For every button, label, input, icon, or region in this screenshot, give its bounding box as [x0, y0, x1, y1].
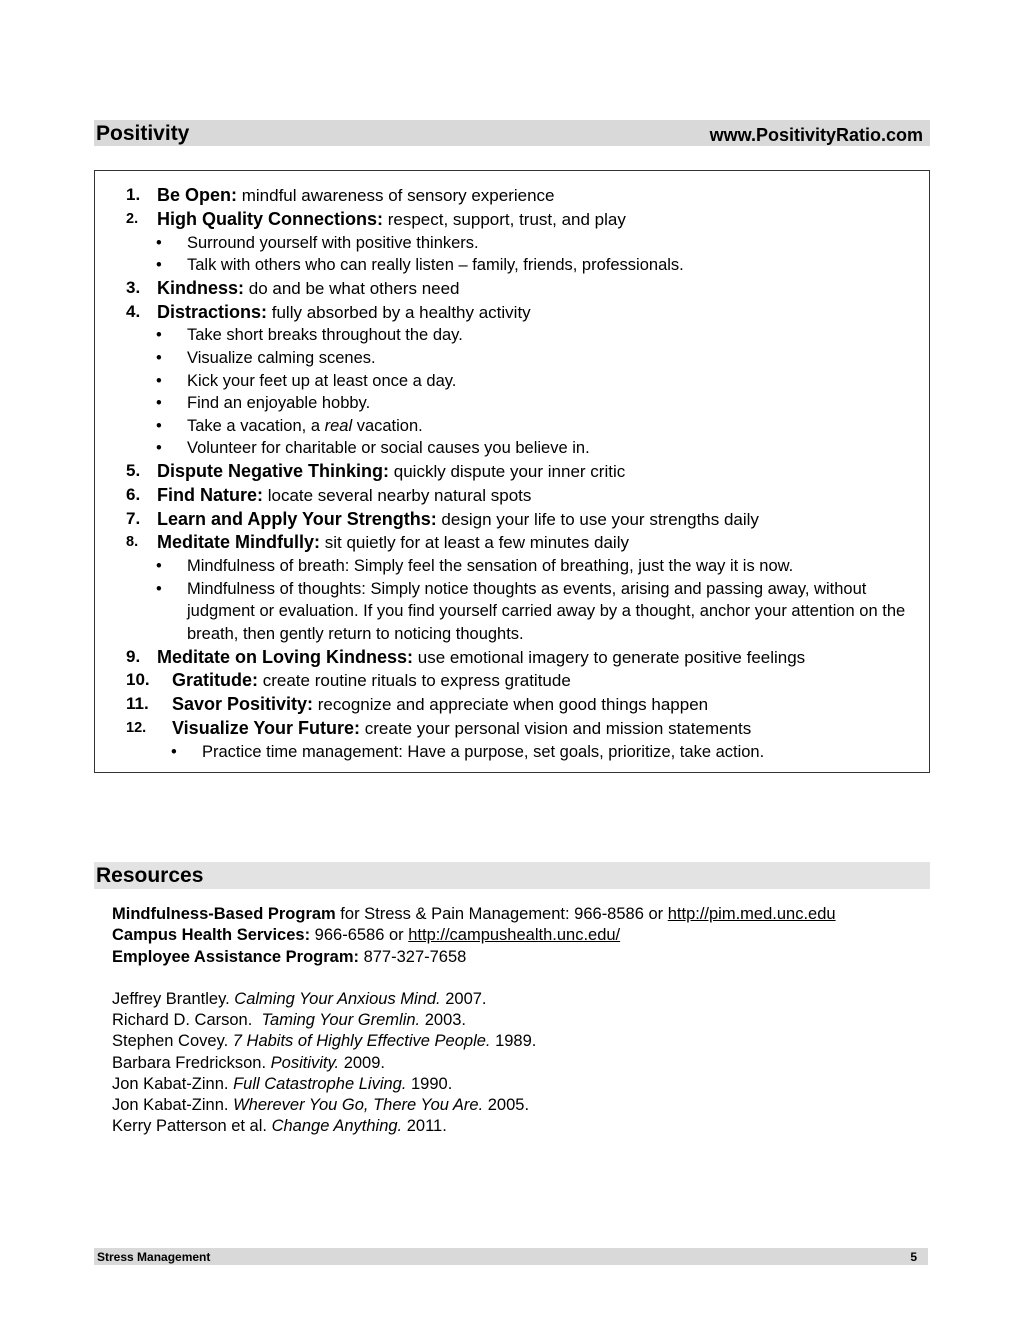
item-text: create your personal vision and mission statements — [360, 718, 752, 738]
item-text: respect, support, trust, and play — [383, 209, 626, 229]
item-label: Gratitude: — [172, 670, 259, 691]
item-text: use emotional imagery to generate positive feelings — [413, 647, 806, 667]
pim-link[interactable]: http://pim.med.unc.edu — [667, 905, 836, 923]
item-number: 12. — [126, 719, 147, 736]
book-entry: Jeffrey Brantley. Calming Your Anxious Mind. 2007. — [112, 990, 487, 1008]
book-entry: Barbara Fredrickson. Positivity. 2009. — [112, 1053, 385, 1072]
item-number: 8. — [126, 534, 139, 551]
item-label: Visualize Your Future: — [172, 717, 361, 738]
item-text: quickly dispute your inner critic — [389, 461, 626, 481]
item-number: 10. — [126, 670, 150, 690]
bullet-icon: • — [156, 256, 162, 275]
item-number: 9. — [126, 646, 141, 666]
item-number: 11. — [126, 694, 149, 714]
list-item — [95, 301, 929, 325]
list-item — [95, 693, 929, 717]
footer-bar — [94, 1248, 928, 1265]
book-entry: Kerry Patterson et al. Change Anything. 2011. — [112, 1117, 447, 1136]
page-number: 5 — [910, 1250, 917, 1264]
item-text: sit quietly for at least a few minutes daily — [320, 533, 629, 553]
bullet-item: • Talk with others who can really listen – family, friends, professionals. — [95, 254, 929, 277]
campushealth-link[interactable]: http://campushealth.unc.edu/ — [408, 926, 621, 945]
item-label: Distractions: — [157, 301, 268, 322]
item-label: Find Nature: — [157, 484, 263, 505]
bullet-icon: • — [156, 416, 162, 435]
list-item — [95, 484, 929, 508]
bullet-item: • Practice time management: Have a purpose, set goals, prioritize, take action. — [95, 741, 929, 764]
item-number: 2. — [126, 210, 139, 227]
bullet-icon: • — [156, 439, 162, 458]
item-label: Be Open: — [157, 185, 238, 205]
bullet-item: • Surround yourself with positive thinkers. — [95, 232, 929, 255]
bullet-item: • Mindfulness of breath: Simply feel the sensation of breathing, just the way it is now. — [95, 555, 929, 578]
item-text: recognize and appreciate when good things happen — [313, 695, 709, 715]
item-number: 7. — [126, 508, 141, 528]
item-label: High Quality Connections: — [157, 208, 384, 229]
item-text: mindful awareness of sensory experience — [237, 186, 555, 205]
item-label: Meditate on Loving Kindness: — [157, 646, 414, 667]
book-entry: Richard D. Carson. Taming Your Gremlin. 2003. — [112, 1011, 467, 1030]
item-text: locate several nearby natural spots — [263, 485, 532, 505]
item-text: design your life to use your strengths daily — [436, 509, 759, 529]
item-number: 1. — [126, 185, 141, 204]
bullet-icon: • — [171, 742, 177, 761]
section-title-positivity: Positivity — [96, 122, 190, 145]
footer-title: Stress Management — [97, 1250, 211, 1264]
item-number: 3. — [126, 277, 141, 297]
item-label: Dispute Negative Thinking: — [157, 460, 390, 481]
item-number: 6. — [126, 484, 141, 504]
contacts-list — [112, 904, 836, 968]
bullet-item: • Mindfulness of thoughts: Simply notice thoughts as events, arising and passing away, without judgment or evaluation. If you find yourself carried away by a thought, anchor your attention on the breath, then gently return to noticing thoughts. — [156, 579, 906, 643]
bullet-icon: • — [156, 348, 162, 367]
item-label: Kindness: — [157, 277, 245, 298]
list-item — [95, 460, 929, 484]
bullet-icon: • — [156, 579, 162, 598]
bullet-item: • Kick your feet up at least once a day. — [95, 370, 929, 393]
positivity-box — [94, 170, 930, 773]
list-item — [95, 277, 929, 301]
list-item — [95, 669, 929, 693]
item-text: fully absorbed by a healthy activity — [267, 302, 531, 322]
bullet-item: • Volunteer for charitable or social causes you believe in. — [95, 437, 929, 460]
book-entry: Jon Kabat-Zinn. Full Catastrophe Living. 1990. — [112, 1074, 453, 1093]
bullet-icon: • — [156, 557, 162, 576]
bullet-item: • Take a vacation, a real vacation. — [95, 415, 929, 438]
bullet-item: • Visualize calming scenes. — [95, 347, 929, 370]
contact-line: Campus Health Services: 966-6586 or http://campushealth.unc.edu/ — [112, 926, 621, 945]
item-number: 5. — [126, 460, 141, 480]
item-number: 4. — [126, 301, 141, 321]
bullet-icon: • — [156, 326, 162, 345]
bullet-icon: • — [156, 371, 162, 390]
bullet-item: • Find an enjoyable hobby. — [95, 392, 929, 415]
item-text: do and be what others need — [244, 278, 460, 298]
list-item — [95, 508, 929, 532]
list-item — [95, 184, 929, 208]
list-item — [95, 646, 929, 670]
bullet-icon: • — [156, 233, 162, 252]
book-entry: Jon Kabat-Zinn. Wherever You Go, There You Are. 2005. — [112, 1096, 530, 1115]
item-label: Savor Positivity: — [172, 694, 314, 715]
contact-line: Employee Assistance Program: 877-327-7658 — [112, 947, 467, 966]
bullet-icon: • — [156, 394, 162, 413]
item-text: create routine rituals to express gratitude — [258, 671, 571, 691]
book-list — [112, 989, 536, 1137]
resources-bar — [94, 862, 930, 889]
list-item — [95, 531, 929, 555]
header-url: www.PositivityRatio.com — [709, 125, 923, 145]
bullet-item: • Take short breaks throughout the day. — [95, 324, 929, 347]
positivity-list — [95, 184, 929, 763]
list-item — [95, 208, 929, 232]
section-title-resources: Resources — [96, 864, 204, 887]
contact-line: Mindfulness-Based Program for Stress & Pain Management: 966-8586 or http://pim.med.unc.edu — [112, 905, 836, 923]
list-item — [95, 717, 929, 741]
book-entry: Stephen Covey. 7 Habits of Highly Effective People. 1989. — [112, 1032, 537, 1051]
item-label: Learn and Apply Your Strengths: — [157, 508, 437, 529]
item-label: Meditate Mindfully: — [157, 532, 320, 553]
